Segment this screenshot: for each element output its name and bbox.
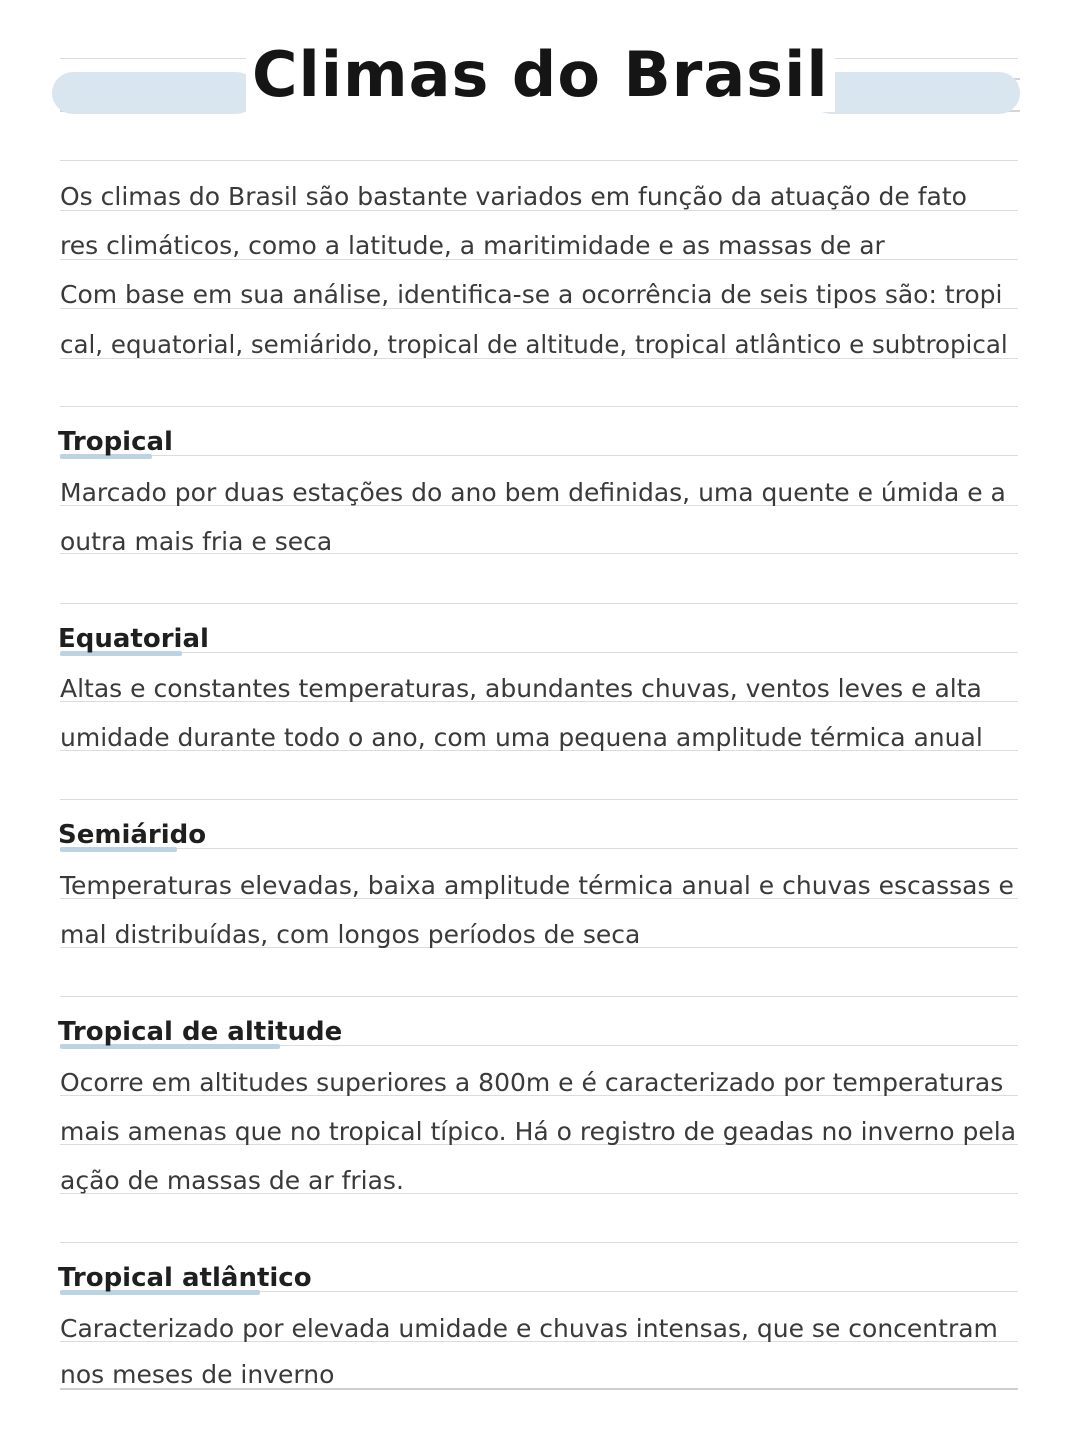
section-heading-tropical: Tropical (58, 427, 173, 457)
page-title: Climas do Brasil (246, 38, 835, 112)
intro-line: Os climas do Brasil são bastante variados em função da atuação de fato (60, 182, 967, 211)
section-text-line: nos meses de inverno (60, 1360, 335, 1389)
title-decoration-left (52, 72, 257, 114)
ruled-line (60, 1242, 1018, 1243)
section-text-line: Temperaturas elevadas, baixa amplitude térmica anual e chuvas escassas e (60, 871, 1014, 900)
ruled-line (60, 455, 1018, 456)
section-heading-tropical-de-altitude: Tropical de altitude (58, 1017, 343, 1047)
section-text-line: Altas e constantes temperaturas, abundantes chuvas, ventos leves e alta (60, 674, 982, 703)
intro-line: Com base em sua análise, identifica-se a ocorrência de seis tipos são: tropi (60, 280, 1003, 309)
section-text-line: mais amenas que no tropical típico. Há o registro de geadas no inverno pela (60, 1117, 1017, 1146)
section-heading-semiarido: Semiárido (58, 820, 207, 850)
ruled-line (60, 799, 1018, 800)
section-text-line: umidade durante todo o ano, com uma pequena amplitude térmica anual (60, 723, 983, 752)
section-text-line: Caracterizado por elevada umidade e chuvas intensas, que se concentram (60, 1314, 998, 1343)
section-text-line: mal distribuídas, com longos períodos de seca (60, 920, 641, 949)
ruled-line (60, 406, 1018, 407)
intro-line: cal, equatorial, semiárido, tropical de altitude, tropical atlântico e subtropical (60, 330, 1008, 359)
intro-line: res climáticos, como a latitude, a maritimidade e as massas de ar (60, 231, 885, 260)
ruled-line (60, 996, 1018, 997)
title-decoration-right (810, 72, 1020, 114)
section-heading-tropical-atlantico: Tropical atlântico (58, 1263, 312, 1293)
section-text-line: ação de massas de ar frias. (60, 1166, 404, 1195)
section-text-line: Ocorre em altitudes superiores a 800m e é caracterizado por temperaturas (60, 1068, 1004, 1097)
section-text-line: Marcado por duas estações do ano bem definidas, uma quente e úmida e a (60, 478, 1006, 507)
ruled-line (60, 160, 1018, 161)
section-heading-equatorial: Equatorial (58, 624, 209, 654)
ruled-line (60, 603, 1018, 604)
section-text-line: outra mais fria e seca (60, 527, 333, 556)
